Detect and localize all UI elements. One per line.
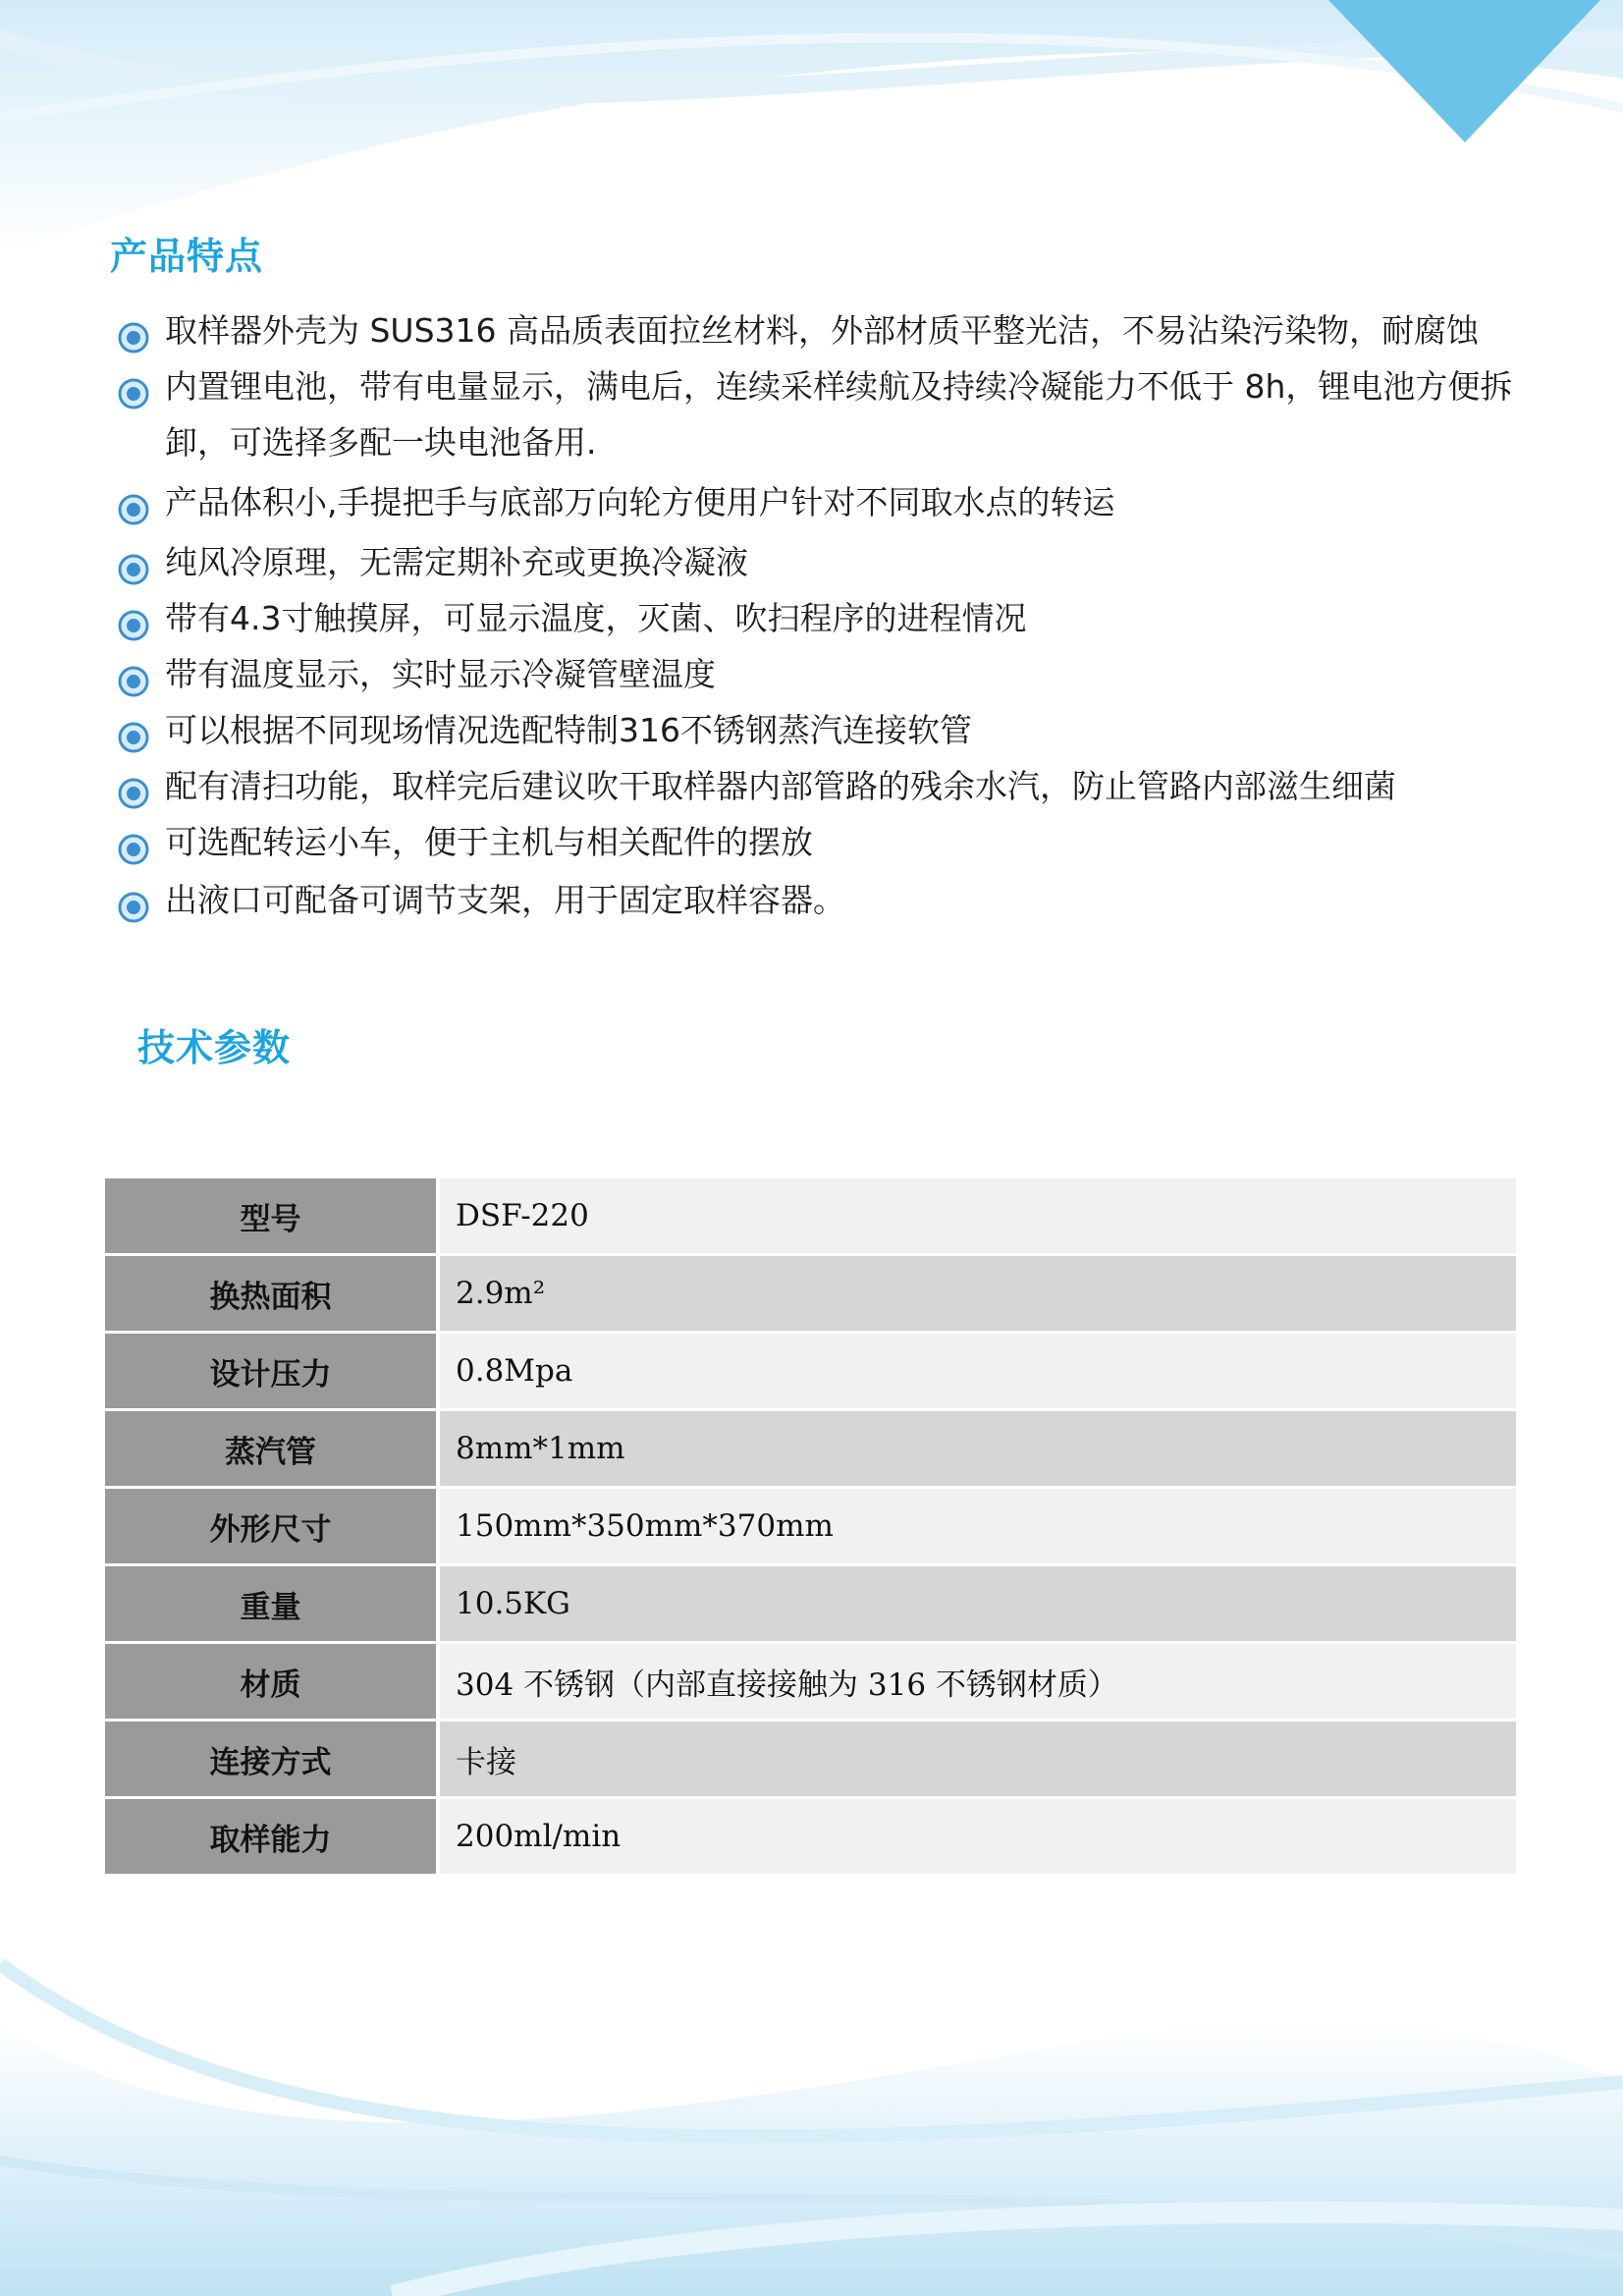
spec-value: 0.8Mpa [438,1333,1516,1410]
feature-item [116,646,1540,702]
circle-bullet-icon [118,370,149,402]
spec-label: 换热面积 [105,1255,438,1333]
table-row [105,1333,1516,1410]
circle-bullet-icon [118,546,149,577]
feature-item [116,814,1540,870]
spec-label: 重量 [105,1565,438,1643]
feature-text: 取样器外壳为 SUS316 高品质表面拉丝材料，外部材质平整光洁，不易沾染污染物，耐腐蚀 [165,311,1480,350]
spec-value: 卡接 [438,1721,1516,1798]
feature-text: 带有温度显示，实时显示冷凝管壁温度 [165,655,716,693]
feature-item [116,534,1540,590]
circle-bullet-icon [118,486,149,518]
specs-heading: 技术参数 [137,1026,292,1069]
spec-value: 10.5KG [438,1565,1516,1643]
feature-item [116,702,1540,758]
circle-bullet-icon [118,826,149,857]
feature-text: 可以根据不同现场情况选配特制316不锈钢蒸汽连接软管 [165,711,972,749]
table-row [105,1643,1516,1721]
spec-label: 连接方式 [105,1721,438,1798]
feature-text: 配有清扫功能，取样完后建议吹干取样器内部管路的残余水汽，防止管路内部滋生细菌 [165,767,1396,805]
table-row [105,1565,1516,1643]
table-row [105,1178,1516,1255]
spec-value: 8mm*1mm [438,1410,1516,1488]
features-heading: 产品特点 [110,235,264,278]
feature-text: 出液口可配备可调节支架，用于固定取样容器。 [165,881,845,919]
feature-text: 带有4.3寸触摸屏，可显示温度，灭菌、吹扫程序的进程情况 [165,599,1027,637]
spec-value: 150mm*350mm*370mm [438,1488,1516,1565]
feature-item [116,358,1540,470]
circle-bullet-icon [118,658,149,689]
table-row [105,1488,1516,1565]
feature-item [116,474,1540,530]
feature-text: 可选配转运小车，便于主机与相关配件的摆放 [165,823,813,861]
circle-bullet-icon [118,314,149,346]
feature-text: 纯风冷原理，无需定期补充或更换冷凝液 [165,543,748,581]
feature-item [116,590,1540,646]
spec-label: 蒸汽管 [105,1410,438,1488]
table-row [105,1721,1516,1798]
feature-item [116,302,1540,358]
spec-table [105,1178,1516,1877]
circle-bullet-icon [118,770,149,801]
spec-label: 外形尺寸 [105,1488,438,1565]
feature-item [116,872,1540,928]
spec-value: 2.9m² [438,1255,1516,1333]
circle-bullet-icon [118,602,149,633]
feature-text: 内置锂电池，带有电量显示，满电后，连续采样续航及持续冷凝能力不低于 8h，锂电池方便拆卸，可选择多配一块电池备用. [165,367,1513,462]
spec-value: DSF-220 [438,1178,1516,1255]
spec-label: 型号 [105,1178,438,1255]
spec-label: 设计压力 [105,1333,438,1410]
spec-value: 200ml/min [438,1798,1516,1876]
spec-label: 取样能力 [105,1798,438,1876]
feature-text: 产品体积小,手提把手与底部万向轮方便用户针对不同取水点的转运 [165,483,1115,521]
table-row [105,1410,1516,1488]
circle-bullet-icon [118,884,149,915]
feature-list [116,302,1540,928]
circle-bullet-icon [118,714,149,745]
feature-item [116,758,1540,814]
table-row [105,1255,1516,1333]
spec-label: 材质 [105,1643,438,1721]
table-row [105,1798,1516,1876]
spec-value: 304 不锈钢（内部直接接触为 316 不锈钢材质） [438,1643,1516,1721]
